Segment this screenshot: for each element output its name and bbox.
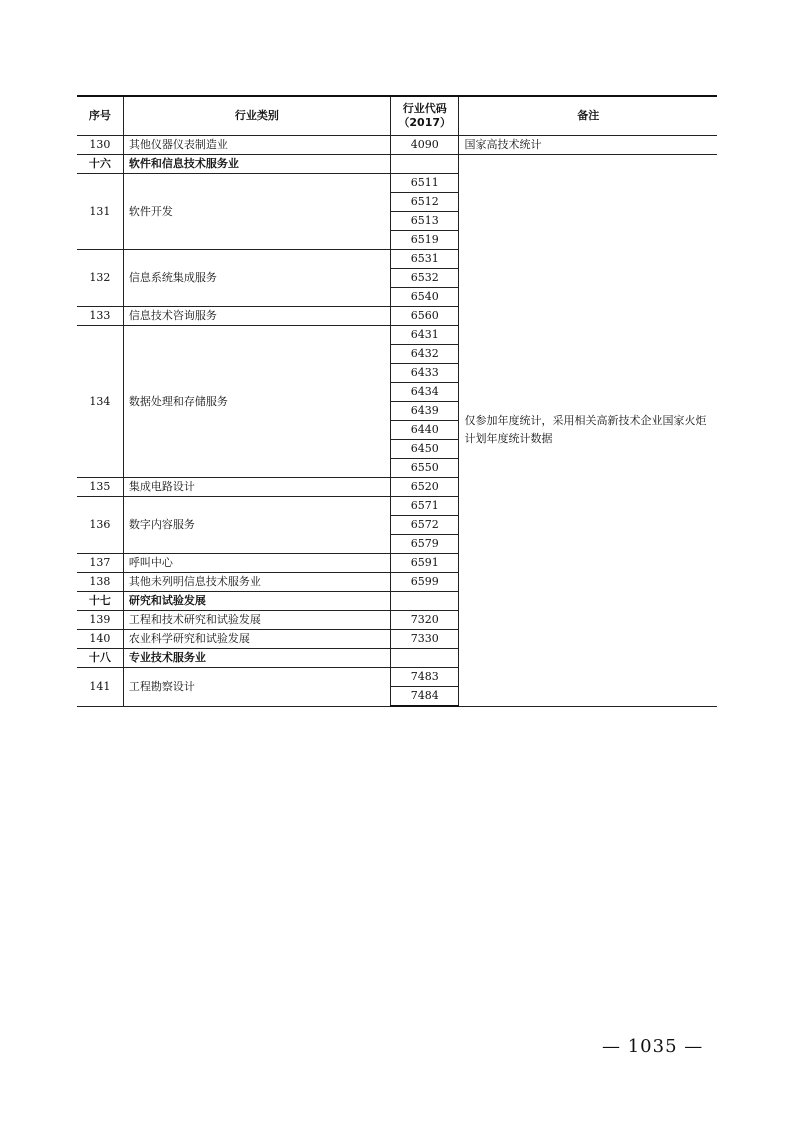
row-code: 6560 — [390, 307, 459, 326]
row-code: 6433 — [390, 364, 459, 383]
row-code: 6513 — [390, 212, 459, 231]
row-code: 6532 — [390, 269, 459, 288]
row-seq: 141 — [77, 668, 123, 707]
row-code: 6599 — [390, 573, 459, 592]
section-row — [77, 155, 717, 174]
row-code: 6579 — [390, 535, 459, 554]
section-seq: 十七 — [77, 592, 123, 611]
row-name: 其他仪器仪表制造业 — [123, 136, 390, 155]
row-name: 软件开发 — [123, 174, 390, 250]
row-code: 6591 — [390, 554, 459, 573]
section-seq: 十六 — [77, 155, 123, 174]
row-code: 6450 — [390, 440, 459, 459]
row-code: 6540 — [390, 288, 459, 307]
row-name: 数据处理和存储服务 — [123, 326, 390, 478]
table-row — [77, 136, 717, 155]
page-number: — 1035 — — [602, 1036, 704, 1057]
industry-table — [77, 95, 717, 707]
row-seq: 132 — [77, 250, 123, 307]
header-code-line2: （2017） — [398, 116, 452, 129]
row-name: 工程勘察设计 — [123, 668, 390, 707]
row-code-empty — [390, 649, 459, 668]
row-name: 呼叫中心 — [123, 554, 390, 573]
row-code: 6519 — [390, 231, 459, 250]
row-code: 4090 — [390, 136, 459, 155]
section-name: 专业技术服务业 — [123, 649, 390, 668]
section-name: 软件和信息技术服务业 — [123, 155, 390, 174]
row-code: 6531 — [390, 250, 459, 269]
row-seq: 135 — [77, 478, 123, 497]
row-code: 6571 — [390, 497, 459, 516]
row-code: 6511 — [390, 174, 459, 193]
row-code: 7320 — [390, 611, 459, 630]
row-note: 国家高技术统计 — [459, 136, 717, 155]
row-name: 信息系统集成服务 — [123, 250, 390, 307]
row-code: 6431 — [390, 326, 459, 345]
row-seq: 140 — [77, 630, 123, 649]
row-seq: 138 — [77, 573, 123, 592]
header-code-line1: 行业代码 — [402, 102, 447, 115]
row-seq: 133 — [77, 307, 123, 326]
row-code-empty — [390, 592, 459, 611]
row-code: 7484 — [390, 687, 459, 707]
row-code: 6520 — [390, 478, 459, 497]
header-code — [390, 96, 459, 136]
row-code: 7330 — [390, 630, 459, 649]
row-code: 6512 — [390, 193, 459, 212]
row-seq: 136 — [77, 497, 123, 554]
row-code: 6572 — [390, 516, 459, 535]
table-header-row — [77, 96, 717, 136]
section16-note: 仅参加年度统计，采用相关高新技术企业国家火炬计划年度统计数据 — [459, 155, 717, 707]
section-seq: 十八 — [77, 649, 123, 668]
row-seq: 139 — [77, 611, 123, 630]
header-category: 行业类别 — [123, 96, 390, 136]
header-seq: 序号 — [77, 96, 123, 136]
row-name: 数字内容服务 — [123, 497, 390, 554]
row-code-empty — [390, 155, 459, 174]
row-name: 信息技术咨询服务 — [123, 307, 390, 326]
section-name: 研究和试验发展 — [123, 592, 390, 611]
row-code: 6432 — [390, 345, 459, 364]
row-seq: 131 — [77, 174, 123, 250]
row-code: 6439 — [390, 402, 459, 421]
row-name: 工程和技术研究和试验发展 — [123, 611, 390, 630]
header-note: 备注 — [459, 96, 717, 136]
row-seq: 130 — [77, 136, 123, 155]
row-code: 6550 — [390, 459, 459, 478]
row-code: 6434 — [390, 383, 459, 402]
row-name: 集成电路设计 — [123, 478, 390, 497]
row-seq: 137 — [77, 554, 123, 573]
row-code: 7483 — [390, 668, 459, 687]
row-name: 农业科学研究和试验发展 — [123, 630, 390, 649]
row-code: 6440 — [390, 421, 459, 440]
row-name: 其他未列明信息技术服务业 — [123, 573, 390, 592]
row-seq: 134 — [77, 326, 123, 478]
